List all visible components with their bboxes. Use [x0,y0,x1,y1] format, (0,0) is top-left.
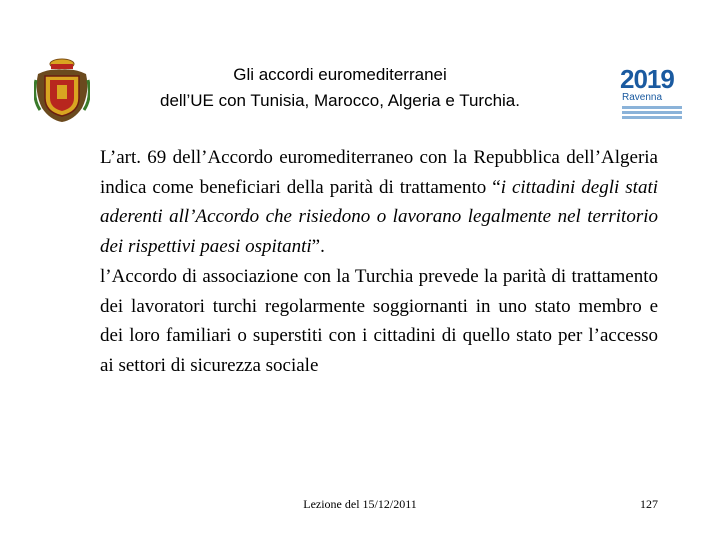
paragraph-algeria-end: ”. [311,235,325,257]
page-number: 127 [640,497,658,511]
coat-of-arms-icon [34,58,90,124]
title-line-2: dell’UE con Tunisia, Marocco, Algeria e Turchia. [159,91,520,110]
title-line-1: Gli accordi euromediterranei [233,65,447,84]
logo-decoration [622,106,682,121]
logo-city: Ravenna [622,92,663,103]
paragraph-algeria-quote: i cittadini degli stati aderenti all’Accordo che risiedono o lavorano legalmente nel territorio dei rispettivi paesi ospitanti [100,176,659,257]
paragraph-algeria-text: L’art. 69 dell’Accordo euromediterraneo con la Repubblica dell’Algeria indica come beneficiari della parità di trattamento “ [100,147,658,198]
footer-lecture-date: Lezione del 15/12/2011 [303,497,417,511]
ravenna-2019-logo [620,66,686,126]
paragraph-turchia: l’Accordo di associazione con la Turchia prevede la parità di trattamento dei lavoratori turchi regolarmente soggiornanti in uno stato membro e dei loro familiari o superstiti con i cittadini di quello stato per l’accesso ai settori di sicurezza sociale [100,266,658,376]
paragraph-algeria [100,143,658,261]
slide-body [100,143,658,380]
slide-title [110,62,570,114]
logo-year: 2019 [620,64,674,94]
